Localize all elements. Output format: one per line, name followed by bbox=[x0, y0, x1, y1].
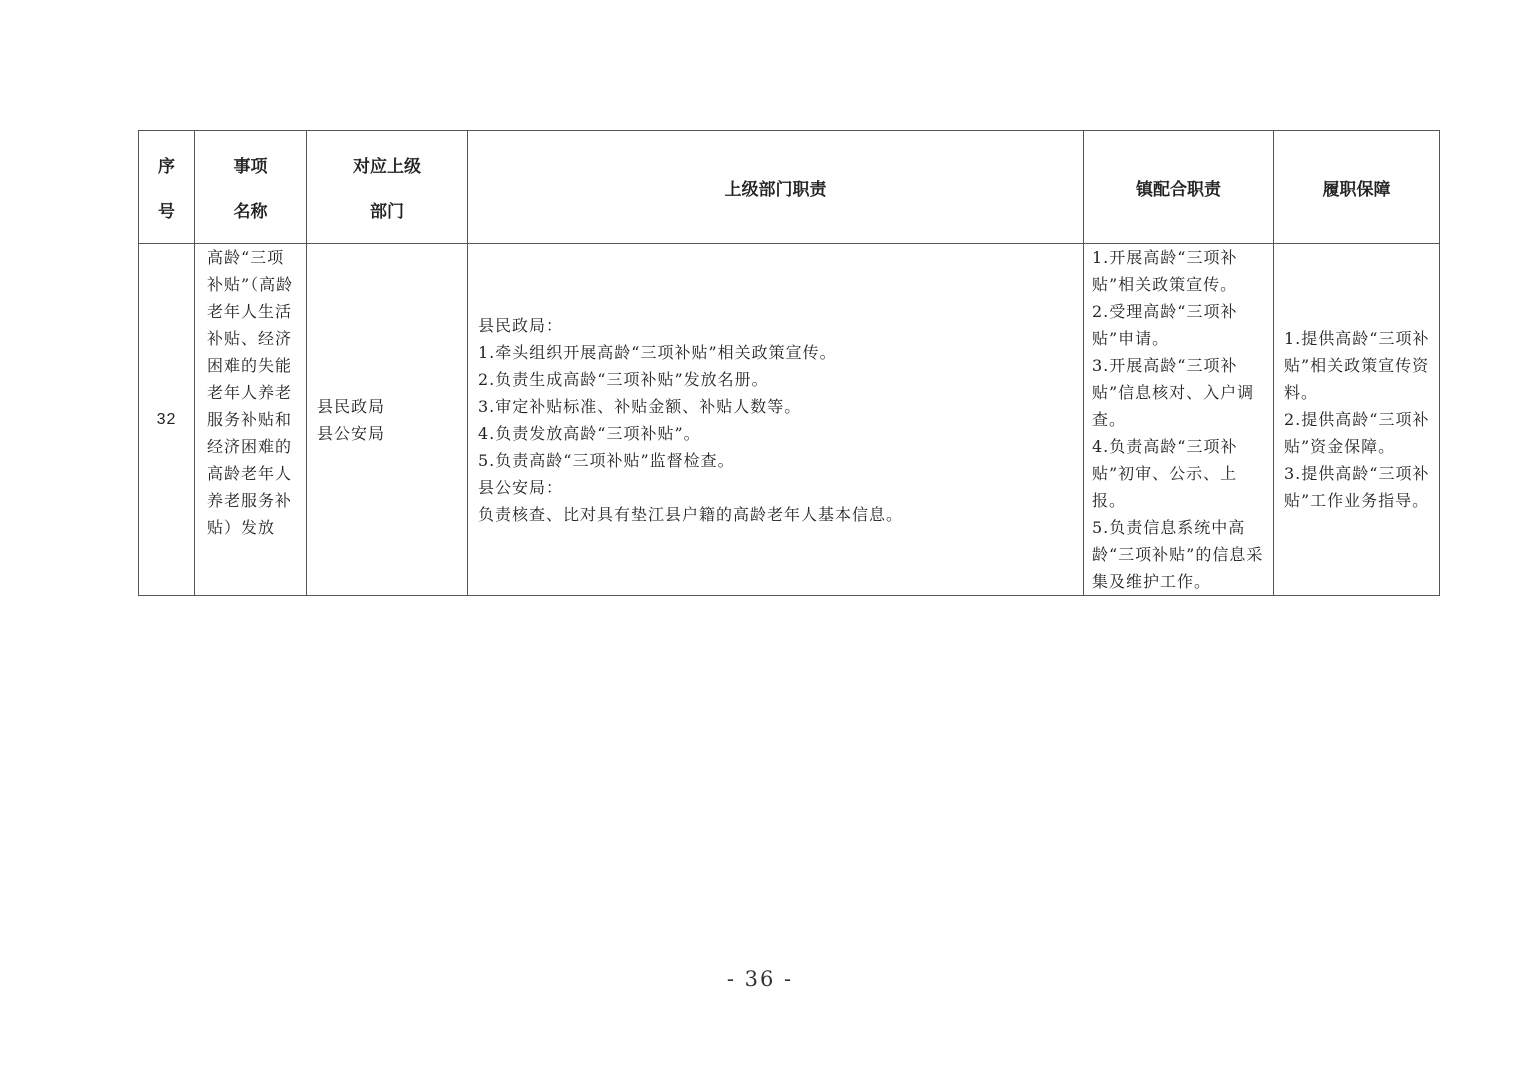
table-header-row bbox=[139, 131, 1440, 244]
superior-duty-line: 5.负责高龄“三项补贴”监督检查。 bbox=[478, 450, 735, 470]
header-item-name bbox=[195, 131, 307, 244]
header-town-duty: 镇配合职责 bbox=[1084, 131, 1274, 244]
page-number: - 36 - bbox=[726, 967, 794, 991]
header-item-name-line2: 名称 bbox=[233, 202, 268, 221]
header-superior-dept bbox=[307, 131, 468, 244]
header-superior-dept-line2: 部门 bbox=[370, 202, 404, 221]
superior-duty-line: 县公安局： bbox=[478, 477, 564, 497]
header-guarantee: 履职保障 bbox=[1274, 131, 1440, 244]
superior-dept-line: 县民政局 bbox=[317, 396, 386, 416]
superior-dept-line: 县公安局 bbox=[317, 423, 386, 443]
town-duty-item: 1.开展高龄“三项补贴”相关政策宣传。 bbox=[1092, 248, 1238, 294]
cell-guarantee bbox=[1274, 244, 1440, 596]
guarantee-item: 1.提供高龄“三项补贴”相关政策宣传资料。 bbox=[1284, 329, 1430, 402]
header-seq bbox=[139, 131, 195, 244]
superior-duty-line: 4.负责发放高龄“三项补贴”。 bbox=[478, 423, 701, 443]
header-superior-dept-line1: 对应上级 bbox=[353, 157, 421, 176]
town-duty-item: 5.负责信息系统中高龄“三项补贴”的信息采集及维护工作。 bbox=[1092, 518, 1264, 591]
superior-duty-line: 负责核查、比对具有垫江县户籍的高龄老年人基本信息。 bbox=[478, 504, 904, 524]
town-duty-item: 4.负责高龄“三项补贴”初审、公示、上报。 bbox=[1092, 437, 1238, 510]
town-duty-item: 3.开展高龄“三项补贴”信息核对、入户调查。 bbox=[1092, 356, 1255, 429]
superior-duty-line: 2.负责生成高龄“三项补贴”发放名册。 bbox=[478, 369, 769, 389]
superior-duty-line: 3.审定补贴标准、补贴金额、补贴人数等。 bbox=[478, 396, 802, 416]
header-superior-duty: 上级部门职责 bbox=[468, 131, 1084, 244]
guarantee-item: 3.提供高龄“三项补贴”工作业务指导。 bbox=[1284, 464, 1430, 510]
cell-item-name bbox=[195, 244, 307, 596]
cell-superior-dept bbox=[307, 244, 468, 596]
header-item-name-line1: 事项 bbox=[233, 157, 268, 176]
cell-seq: 32 bbox=[139, 244, 195, 596]
cell-town-duty bbox=[1084, 244, 1274, 596]
town-duty-item: 2.受理高龄“三项补贴”申请。 bbox=[1092, 302, 1238, 348]
item-name-text: 高龄“三项补贴”（高龄老年人生活补贴、经济困难的失能老年人养老服务补贴和经济困难的高龄老年人养老服务补贴）发放 bbox=[207, 248, 294, 537]
cell-superior-duty bbox=[468, 244, 1084, 596]
superior-duty-line: 县民政局： bbox=[478, 315, 564, 335]
table-row bbox=[139, 244, 1440, 596]
superior-duty-line: 1.牵头组织开展高龄“三项补贴”相关政策宣传。 bbox=[478, 342, 837, 362]
header-seq-line2: 号 bbox=[158, 202, 175, 221]
header-seq-line1: 序 bbox=[158, 157, 175, 176]
duty-table bbox=[138, 130, 1440, 596]
guarantee-item: 2.提供高龄“三项补贴”资金保障。 bbox=[1284, 410, 1430, 456]
